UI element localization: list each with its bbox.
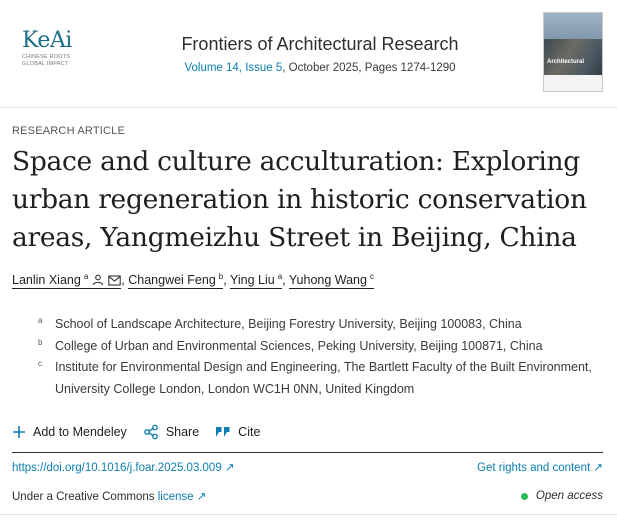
- doi-link[interactable]: https://doi.org/10.1016/j.foar.2025.03.009 ↗: [12, 461, 235, 474]
- journal-title[interactable]: Frontiers of Architectural Research: [181, 34, 459, 54]
- share-icon: [143, 424, 159, 440]
- affiliation-list: [38, 314, 608, 400]
- license-text: Under a Creative Commons license ↗: [12, 491, 207, 503]
- journal-meta: [120, 62, 520, 74]
- affiliation-item: a School of Landscape Architecture, Beijing Forestry University, Beijing 100083, China: [38, 316, 522, 331]
- rights-link[interactable]: Get rights and content ↗: [477, 461, 603, 474]
- affiliation-item: b College of Urban and Environmental Sciences, Peking University, Beijing 100871, China: [38, 337, 543, 353]
- date-pages: , October 2025, Pages 1274-1290: [282, 62, 456, 74]
- person-icon: [92, 274, 104, 286]
- open-access-badge: Open access: [521, 490, 603, 502]
- affiliation-item: c Institute for Environmental Design and Engineering, The Bartlett Faculty of the Built Environment, University College London, London WC1H 0NN, United Kingdom: [38, 359, 592, 396]
- cite-icon: [215, 425, 231, 439]
- volume-issue-link[interactable]: Volume 14, Issue 5: [184, 62, 283, 74]
- journal-header: [0, 0, 617, 108]
- open-access-dot-icon: [521, 493, 528, 500]
- logo-text: KeAi: [22, 28, 72, 53]
- plus-icon: [12, 425, 26, 439]
- keai-logo[interactable]: [22, 30, 92, 68]
- author-link[interactable]: Changwei Feng $^b$: [128, 272, 224, 287]
- cover-title: Architectural: [547, 59, 585, 65]
- divider: [0, 514, 617, 522]
- doi-row: [12, 452, 603, 480]
- article-title: Space and culture acculturation: Exploring urban regeneration in historic conservation areas, Yangmeizhu Street in Beijing, China: [12, 146, 587, 253]
- author-link[interactable]: Lanlin Xiang $^a$: [12, 273, 121, 289]
- logo-tagline-1: CHINESE ROOTS: [22, 54, 71, 60]
- cite-button[interactable]: Cite: [215, 425, 260, 439]
- article-type: RESEARCH ARTICLE: [12, 125, 126, 137]
- author-link[interactable]: Yuhong Wang $^c$: [288, 272, 374, 287]
- article-actions: [12, 424, 276, 440]
- license-link[interactable]: license ↗: [157, 491, 207, 503]
- add-to-mendeley-button[interactable]: Add to Mendeley: [12, 425, 127, 439]
- mail-icon[interactable]: [108, 275, 121, 286]
- share-button[interactable]: Share: [143, 424, 199, 440]
- logo-tagline-2: GLOBAL IMPACT: [22, 61, 69, 67]
- license-row: [12, 485, 603, 507]
- journal-cover-image[interactable]: [543, 12, 603, 92]
- author-link[interactable]: Ying Liu $^a$: [229, 272, 283, 287]
- author-list: Lanlin Xiang $^a$ , Changwei Feng $^b$, Ying Liu $^a$, Yuhong Wang $^c$: [12, 272, 374, 287]
